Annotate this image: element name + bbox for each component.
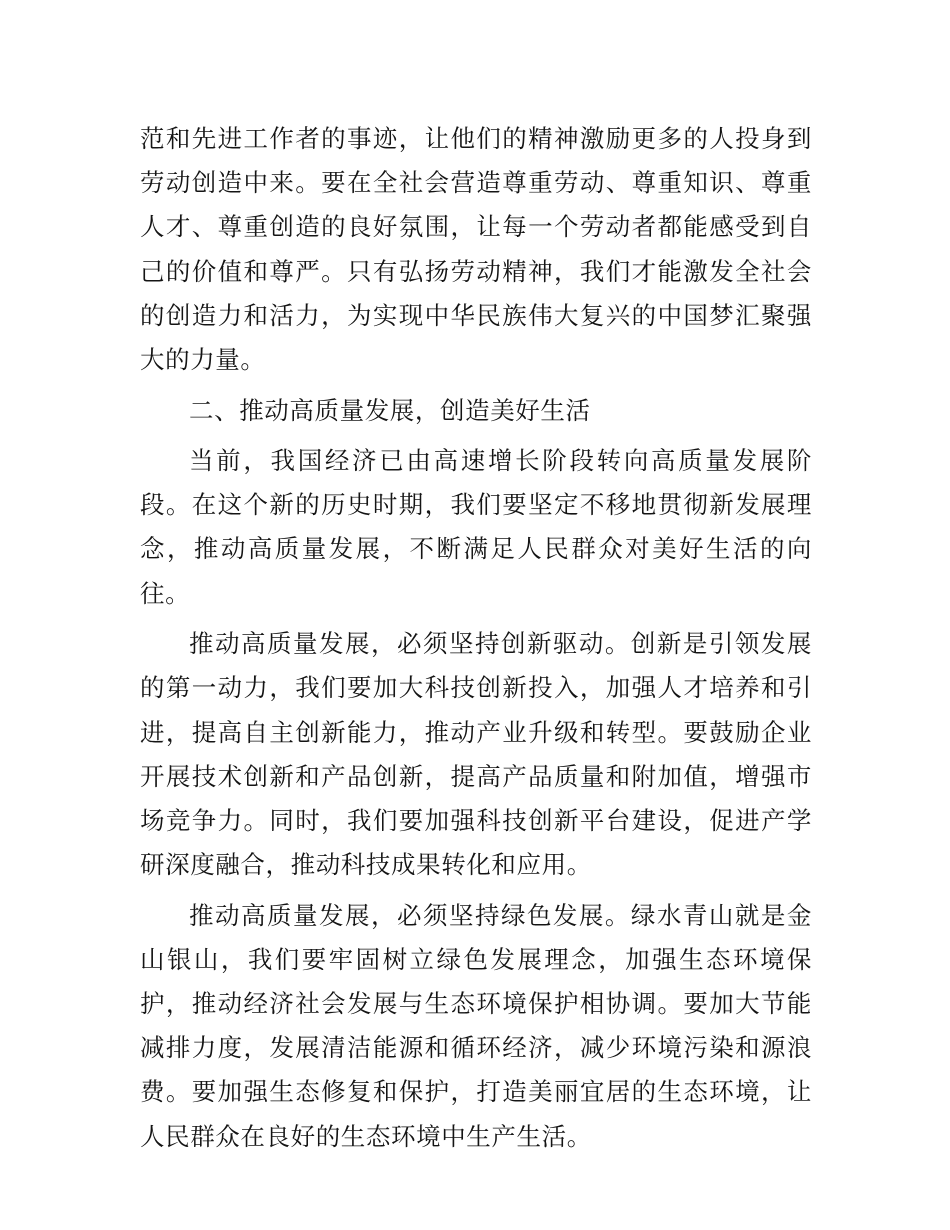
paragraph-continuation: 范和先进工作者的事迹，让他们的精神激励更多的人投身到劳动创造中来。要在全社会营造尊重劳动、尊重知识、尊重人才、尊重创造的良好氛围，让每一个劳动者都能感受到自己的价值和尊严。只有弘扬劳动精神，我们才能激发全社会的创造力和活力，为实现中华民族伟大复兴的中国梦汇聚强大的力量。 xyxy=(140,124,812,375)
document-body xyxy=(140,117,812,1165)
section-heading: 二、推动高质量发展，创造美好生活 xyxy=(189,395,591,425)
paragraph: 推动高质量发展，必须坚持绿色发展。绿水青山就是金山银山，我们要牢固树立绿色发展理念，加强生态环境保护，推动经济社会发展与生态环境保护相协调。要加大节能减排力度，发展清洁能源和循环经济，减少环境污染和源浪费。要加强生态修复和保护，打造美丽宜居的生态环境，让人民群众在良好的生态环境中生产生活。 xyxy=(140,900,812,1151)
paragraph: 当前，我国经济已由高速增长阶段转向高质量发展阶段。在这个新的历史时期，我们要坚定不移地贯彻新发展理念，推动高质量发展，不断满足人民群众对美好生活的向往。 xyxy=(140,446,812,608)
paragraph: 推动高质量发展，必须坚持创新驱动。创新是引领发展的第一动力，我们要加大科技创新投入，加强人才培养和引进，提高自主创新能力，推动产业升级和转型。要鼓励企业开展技术创新和产品创新，提高产品质量和附加值，增强市场竞争力。同时，我们要加强科技创新平台建设，促进产学研深度融合，推动科技成果转化和应用。 xyxy=(140,629,812,880)
